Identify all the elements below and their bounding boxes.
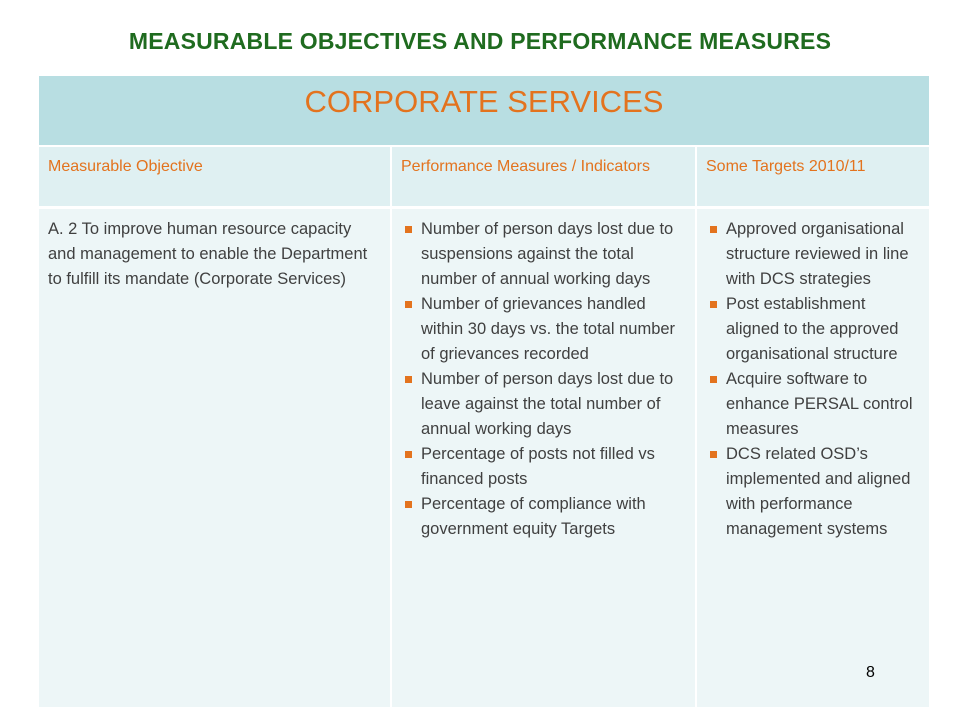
list-item: Percentage of compliance with government equity Targets xyxy=(401,492,685,542)
banner-title: CORPORATE SERVICES xyxy=(304,84,664,119)
square-bullet-icon xyxy=(710,451,717,458)
square-bullet-icon xyxy=(405,376,412,383)
objective-cell xyxy=(39,209,390,707)
page-number: 8 xyxy=(866,664,875,681)
header-performance-measures: Performance Measures / Indicators xyxy=(390,147,695,206)
list-item: Acquire software to enhance PERSAL control measures xyxy=(706,367,919,442)
list-item: Number of person days lost due to leave against the total number of annual working days xyxy=(401,367,685,442)
measures-cell xyxy=(390,209,695,707)
square-bullet-icon xyxy=(405,501,412,508)
list-item: Percentage of posts not filled vs financed posts xyxy=(401,442,685,492)
list-item: DCS related OSD’s implemented and aligned with performance management systems xyxy=(706,442,919,542)
square-bullet-icon xyxy=(710,376,717,383)
objectives-table xyxy=(38,75,930,708)
measures-list xyxy=(401,217,685,542)
header-targets: Some Targets 2010/11 xyxy=(695,147,929,206)
list-item: Number of grievances handled within 30 days vs. the total number of grievances recorded xyxy=(401,292,685,367)
slide-title: MEASURABLE OBJECTIVES AND PERFORMANCE MEASURES xyxy=(128,28,832,54)
objective-text: A. 2 To improve human resource capacity and management to enable the Department to fulfill its mandate (Corporate Services) xyxy=(48,220,368,288)
table-banner xyxy=(39,76,929,147)
list-item: Number of person days lost due to suspensions against the total number of annual working days xyxy=(401,217,685,292)
table-header-row xyxy=(39,147,929,209)
square-bullet-icon xyxy=(405,301,412,308)
targets-cell xyxy=(695,209,929,707)
square-bullet-icon xyxy=(405,451,412,458)
list-item: Approved organisational structure reviewed in line with DCS strategies xyxy=(706,217,919,292)
square-bullet-icon xyxy=(405,226,412,233)
square-bullet-icon xyxy=(710,301,717,308)
header-measurable-objective: Measurable Objective xyxy=(48,158,203,175)
square-bullet-icon xyxy=(710,226,717,233)
table-row xyxy=(39,209,929,707)
targets-list xyxy=(706,217,919,542)
list-item: Post establishment aligned to the approved organisational structure xyxy=(706,292,919,367)
